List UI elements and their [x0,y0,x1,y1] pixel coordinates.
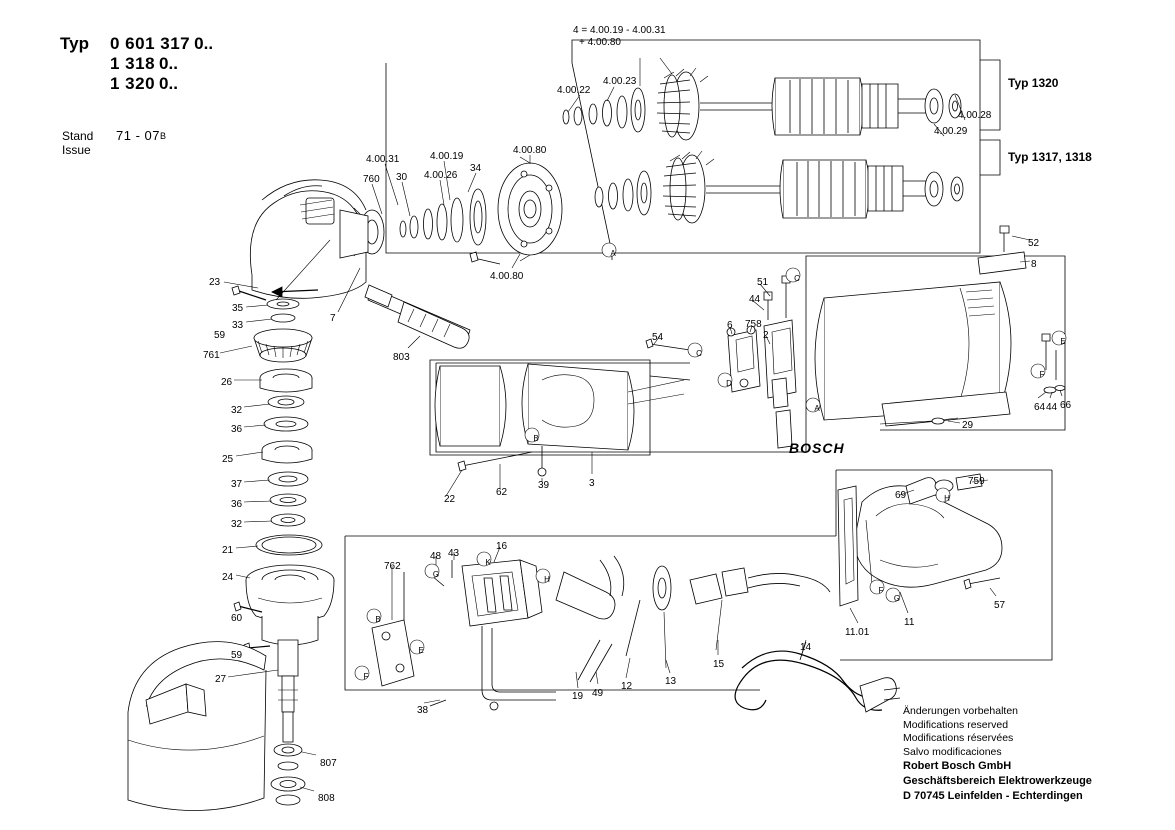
part-label-44: 44 [749,294,761,305]
circle-marker-b-5: B [533,434,539,443]
top-note-line2: + 4.00.80 [579,37,621,48]
circle-marker-h-14: H [944,494,950,503]
part-label-4-00-19: 4.00.19 [430,151,464,162]
circle-marker-a-1: A [814,404,820,413]
part-label-25: 25 [222,454,234,465]
part-label-44: 44 [1046,402,1058,413]
circle-marker-a-0: A [610,249,616,258]
part-label-49: 49 [592,688,604,699]
part-label-26: 26 [221,377,233,388]
circle-marker-g-13: G [432,570,440,579]
part-label-32: 32 [231,405,243,416]
part-label-54: 54 [652,332,664,343]
model-suffix-primary: 0.. [194,34,214,53]
part-label-4-00-31: 4.00.31 [366,154,400,165]
issue-date: 71 - 07 [116,128,160,143]
part-label-52: 52 [1028,238,1040,249]
part-label-14: 14 [800,642,812,653]
part-label-36: 36 [231,499,243,510]
part-label-36: 36 [231,424,243,435]
part-label-30: 30 [396,172,408,183]
model-number-2: 1 318 [110,54,156,73]
circle-marker-f-10: F [363,672,369,681]
part-label-24: 24 [222,572,234,583]
part-label-13: 13 [665,676,677,687]
part-label-8: 8 [1031,259,1037,270]
part-label-39: 39 [538,480,550,491]
part-label-59: 59 [231,650,243,661]
circle-marker-h-12: H [544,575,550,584]
footer-line-3: Salvo modificaciones [903,745,1002,758]
part-label-11-01: 11.01 [845,627,870,638]
footer-division: Geschäftsbereich Elektrowerkzeuge [903,775,1092,787]
circle-marker-c-2: C [794,274,800,283]
part-label-43: 43 [448,548,460,559]
part-label-760: 760 [363,174,380,185]
part-label-2: 2 [763,330,769,341]
part-label-7: 7 [330,313,336,324]
part-label-48: 48 [430,551,442,562]
circle-marker-g-16: G [893,594,901,603]
part-label-57: 57 [994,600,1006,611]
model-suffix-3: 0.. [159,74,178,93]
part-label-11: 11 [904,617,915,628]
footer-line-1: Modifications reserved [903,718,1009,731]
part-label-23: 23 [209,277,221,288]
circle-marker-e-9: E [418,646,424,655]
part-label-16: 16 [496,541,508,552]
circle-marker-c-3: C [696,349,702,358]
circle-marker-b-8: B [375,615,381,624]
part-label-38: 38 [417,705,429,716]
part-label-15: 15 [713,659,725,670]
part-label-4-00-23: 4.00.23 [603,76,637,87]
bosch-brand-stamp: BOSCH [789,440,845,456]
part-label-808: 808 [318,793,335,804]
part-label-4-00-22: 4.00.22 [557,85,591,96]
part-label-34: 34 [470,163,482,174]
part-label-37: 37 [231,479,243,490]
part-label-69: 69 [895,490,907,501]
part-label-66: 66 [1060,400,1072,411]
part-label-803: 803 [393,352,410,363]
circle-marker-k-11: K [485,558,491,567]
part-label-12: 12 [621,681,633,692]
circle-marker-e-6: E [1060,337,1066,346]
issue-date-sub: B [159,131,166,141]
part-label-32: 32 [231,519,243,530]
typ-label: Typ [60,34,89,53]
part-label-60: 60 [231,613,243,624]
part-label-21: 21 [222,545,234,556]
model-suffix-2: 0.. [159,54,178,73]
part-label-3: 3 [589,478,595,489]
part-label-758: 758 [745,319,762,330]
part-label-62: 62 [496,487,508,498]
part-label-64: 64 [1034,402,1046,413]
footer-address: D 70745 Leinfelden - Echterdingen [903,790,1083,802]
part-label-59: 59 [214,330,226,341]
part-label-51: 51 [757,277,769,288]
circle-marker-d-4: D [726,379,732,388]
circle-marker-f-7: F [1039,370,1045,379]
model-number-3: 1 320 [110,74,156,93]
part-label-22: 22 [444,494,456,505]
typ-1317-1318-callout: Typ 1317, 1318 [1008,150,1092,164]
footer-company: Robert Bosch GmbH [903,760,1012,772]
part-label-4-00-29: 4.00.29 [934,126,968,137]
part-label-6: 6 [727,320,733,331]
part-label-29: 29 [962,420,974,431]
part-label-759: 759 [968,476,985,487]
part-label-807: 807 [320,758,337,769]
part-label-35: 35 [232,303,244,314]
top-note-line1: 4 = 4.00.19 - 4.00.31 [573,25,666,36]
circle-marker-f-15: F [878,586,884,595]
stand-label: Stand [62,129,94,143]
part-label-33: 33 [232,320,244,331]
typ-1320-callout: Typ 1320 [1008,76,1059,90]
part-label-761: 761 [203,350,220,361]
model-number-primary: 0 601 317 [110,34,191,53]
part-label-4-00-28: 4.00.28 [958,110,992,121]
footer-line-2: Modifications réservées [903,732,1014,744]
part-label-27: 27 [215,674,227,685]
part-label-4-00-26: 4.00.26 [424,170,458,181]
part-label-19: 19 [572,691,584,702]
part-label-4-00-80: 4.00.80 [490,271,524,282]
part-label-4-00-80: 4.00.80 [513,145,547,156]
issue-label: Issue [62,143,91,157]
footer-line-0: Änderungen vorbehalten [903,705,1019,717]
part-label-762: 762 [384,561,401,572]
